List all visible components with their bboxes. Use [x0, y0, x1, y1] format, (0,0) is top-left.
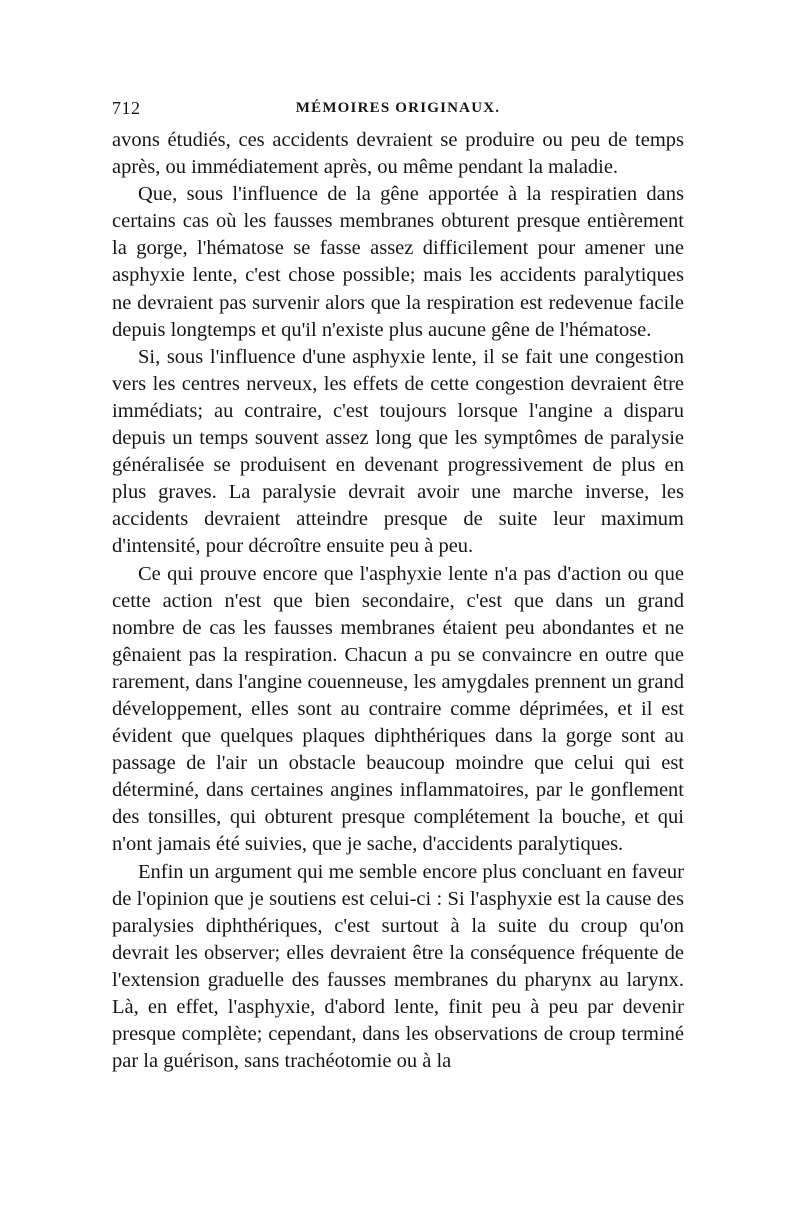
page-number: 712: [112, 98, 141, 118]
body-text: [112, 127, 684, 1075]
paragraph-continuation: avons étudiés, ces accidents devraient se produire ou peu de temps après, ou immédiatement après, ou même pendant la maladie.: [112, 129, 684, 179]
page-header: [112, 98, 684, 124]
paragraph: Que, sous l'influence de la gêne apportée à la respiratien dans certains cas où les fausses membranes obturent presque entièrement la gorge, l'hématose se fasse assez difficilement pour amener une asphyxie lente, c'est chose possible; mais les accidents paralytiques ne devraient pas survenir alors que la respiration est redevenue facile depuis longtemps et qu'il n'existe plus aucune gêne de l'hématose.: [112, 183, 684, 341]
paragraph: Si, sous l'influence d'une asphyxie lente, il se fait une congestion vers les centres nerveux, les effets de cette congestion devraient être immédiats; au contraire, c'est toujours lorsque l'angine a disparu depuis un temps souvent assez long que les symptômes de paralysie généralisée se produisent en devenant progressivement de plus en plus graves. La paralysie devrait avoir une marche inverse, les accidents devraient atteindre presque de suite leur maximum d'intensité, pour décroître ensuite peu à peu.: [112, 345, 684, 558]
paragraph: Ce qui prouve encore que l'asphyxie lente n'a pas d'action ou que cette action n'est que bien secondaire, c'est que dans un grand nombre de cas les fausses membranes étaient peu abondantes et ne gênaient pas la respiration. Chacun a pu se convaincre en outre que rarement, dans l'angine couenneuse, les amygdales prennent un grand développement, elles sont au contraire comme déprimées, et il est évident que quelques plaques diphthériques dans la gorge sont au passage de l'air un obstacle beaucoup moindre que celui qui est déterminé, dans certaines angines inflammatoires, par le gonflement des tonsilles, qui obturent presque complétement la bouche, et qui n'ont jamais été suivies, que je sache, d'accidents paralytiques.: [112, 562, 684, 856]
running-title: MÉMOIRES ORIGINAUX.: [295, 100, 501, 116]
paragraph: Enfin un argument qui me semble encore plus concluant en faveur de l'opinion que je soutiens est celui-ci : Si l'asphyxie est la cause des paralysies diphthériques, c'est surtout à la suite du croup qu'on devrait les observer; elles devraient être la conséquence fréquente de l'extension graduelle des fausses membranes du pharynx au larynx. Là, en effet, l'asphyxie, d'abord lente, finit peu à peu par devenir presque complète; cependant, dans les observations de croup terminé par la guérison, sans trachéotomie ou à la: [112, 860, 684, 1073]
